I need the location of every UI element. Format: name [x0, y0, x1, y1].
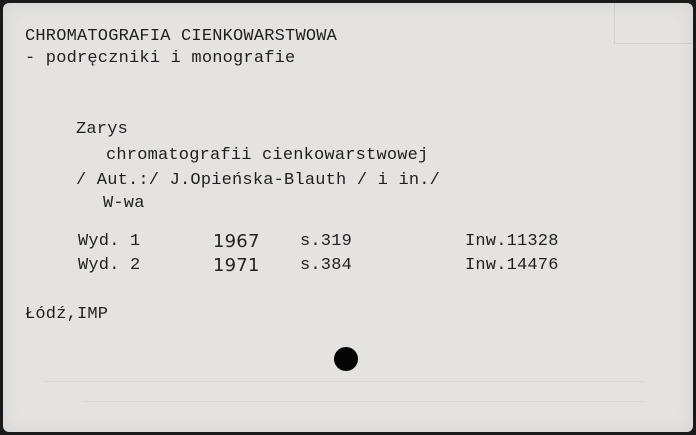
- place-line: W-wa: [103, 194, 145, 213]
- edition-1-year: 1967: [213, 231, 260, 252]
- edition-2-inventory: Inw.14476: [465, 256, 559, 275]
- subject-subheading: - podręczniki i monografie: [25, 49, 296, 68]
- punch-hole: [334, 347, 358, 371]
- edition-1-label: Wyd. 1: [78, 232, 141, 251]
- faint-bleed-line: [43, 381, 643, 382]
- edition-2-year: 1971: [213, 255, 260, 276]
- catalog-card: [3, 3, 693, 432]
- location-line: Łódź,IMP: [25, 305, 109, 324]
- title-line-1: Zarys: [76, 120, 129, 139]
- edition-2-pages: s.384: [300, 256, 353, 275]
- author-line: / Aut.:/ J.Opieńska-Blauth / i in./: [76, 171, 441, 190]
- subject-heading: CHROMATOGRAFIA CIENKOWARSTWOWA: [25, 27, 338, 46]
- card-corner-box: [614, 3, 693, 44]
- edition-1-pages: s.319: [300, 232, 353, 251]
- faint-bleed-line: [83, 401, 643, 402]
- edition-2-label: Wyd. 2: [78, 256, 141, 275]
- edition-1-inventory: Inw.11328: [465, 232, 559, 251]
- title-line-2: chromatografii cienkowarstwowej: [106, 146, 429, 165]
